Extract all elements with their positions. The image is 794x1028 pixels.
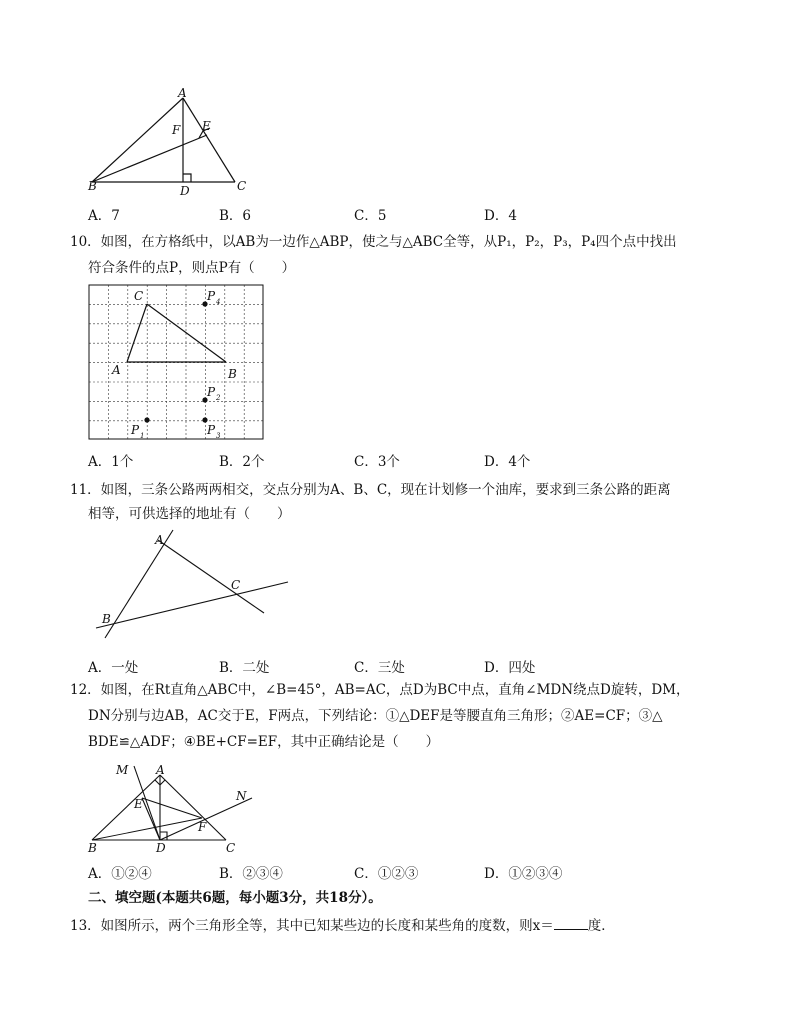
q10-label-c: C [134,289,144,303]
q10-label-p4-sub: 4 [216,298,221,306]
q12-rotation-figure [84,760,264,854]
q9-label-d: D [180,184,190,198]
q12-text-line2: DN分别与边AB，AC交于E，F两点，下列结论：①△DEF是等腰直角三角形；②AE=CF；③△ [88,708,663,724]
q12-label-a: A [156,763,165,777]
q13-text [70,916,615,936]
q11-option-a: A．一处 [88,660,139,676]
q10-text-line1: 10．如图，在方格纸中，以AB为一边作△ABP，使之与△ABC全等，从P₁，P₂，P₃，P₄四个点中找出 [70,234,677,250]
q12-label-f: F [198,820,207,834]
q11-roads-figure [92,526,298,642]
q9-option-d: D．4 [484,208,517,224]
q12-text-line3: BDE≌△ADF；④BE+CF=EF，其中正确结论是（ ） [88,734,440,750]
q11-label-c: C [231,578,241,592]
q10-label-p3: P [207,423,216,437]
q9-label-b: B [88,179,97,193]
q12-label-c: C [226,841,236,855]
q12-label-b: B [88,841,97,855]
q10-label-p4: P [207,289,216,303]
q11-option-b: B．二处 [219,660,270,676]
q11-option-d: D．四处 [484,660,536,676]
q9-option-b: B．6 [219,208,252,224]
q10-label-a: A [112,363,121,377]
q12-option-b: B．②③④ [219,866,283,882]
q9-label-e: E [202,119,211,133]
q10-grid-figure [88,284,266,442]
q9-label-a: A [178,86,187,100]
q9-option-a: A．7 [88,208,120,224]
q9-option-c: C．5 [354,208,387,224]
q11-option-c: C．三处 [354,660,405,676]
q10-option-a: A．1个 [88,454,134,470]
q10-label-p1: P [131,423,140,437]
q12-label-e: E [134,797,143,811]
q12-option-a: A．①②④ [88,866,152,882]
q11-label-a: A [155,533,164,547]
q9-triangle-figure [80,88,260,200]
q10-label-p3-sub: 3 [216,432,221,440]
q12-option-c: C．①②③ [354,866,419,882]
q11-text-line2: 相等，可供选择的地址有（ ） [88,506,291,522]
q11-label-b: B [102,612,111,626]
q12-label-m: M [116,763,129,777]
q10-option-c: C．3个 [354,454,400,470]
q10-option-d: D．4个 [484,454,531,470]
q13-text-after: 度． [587,918,615,934]
q12-label-n: N [236,789,247,803]
q12-option-d: D．①②③④ [484,866,563,882]
q9-label-f: F [172,123,181,137]
q10-label-p1-sub: 1 [140,432,145,440]
q11-text-line1: 11．如图，三条公路两两相交，交点分别为A、B、C，现在计划修一个油库，要求到三条公路的距离 [70,482,671,498]
section-heading-fill-in: 二、填空题(本题共6题，每小题3分，共18分）。 [88,890,382,906]
q9-label-c: C [237,179,247,193]
q12-text-line1: 12．如图，在Rt直角△ABC中，∠B=45°，AB=AC，点D为BC中点，直角∠MDN绕点D旋转，DM， [70,682,690,698]
q13-answer-blank[interactable] [554,917,588,930]
q10-option-b: B．2个 [219,454,265,470]
q13-text-before: 13．如图所示，两个三角形全等，其中已知某些边的长度和某些角的度数，则x＝ [70,918,554,934]
q10-label-p2-sub: 2 [216,394,221,402]
q10-label-p2: P [207,385,216,399]
q10-label-b: B [228,367,237,381]
q10-text-line2: 符合条件的点P，则点P有（ ） [88,260,296,276]
q12-label-d: D [156,841,166,855]
